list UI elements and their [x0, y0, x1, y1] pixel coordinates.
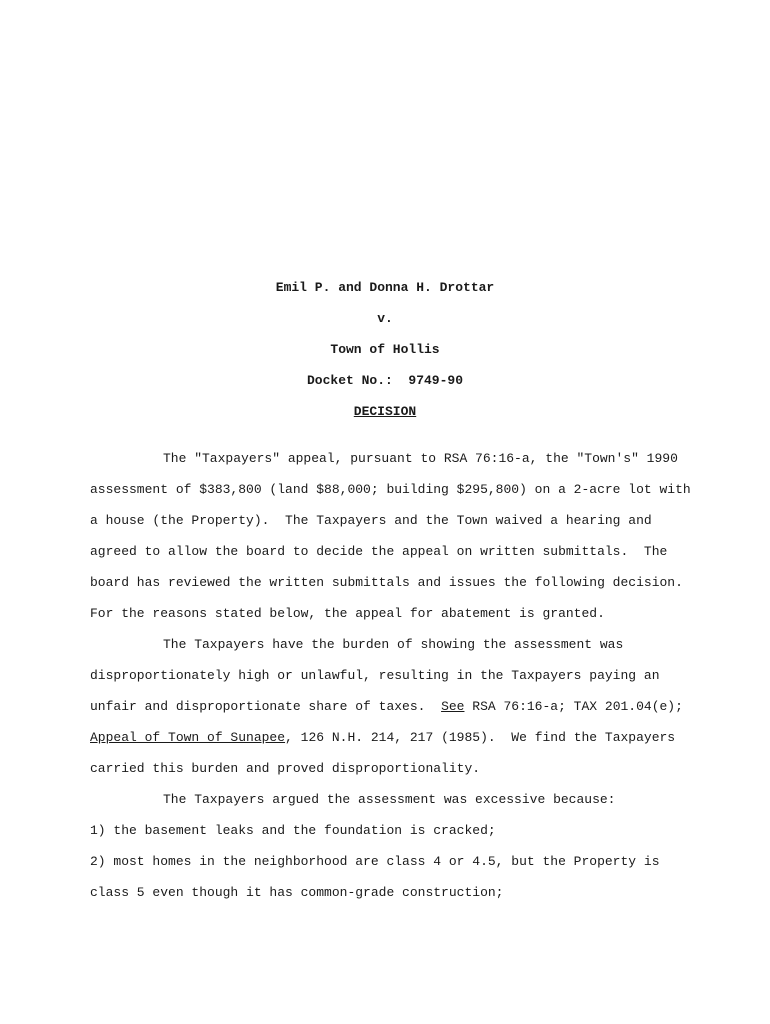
- paragraph-line: carried this burden and proved disproportionality.: [90, 761, 481, 776]
- list-item: 1) the basement leaks and the foundation is cracked;: [90, 823, 496, 838]
- list-item: 2) most homes in the neighborhood are class 4 or 4.5, but the Property is: [90, 854, 660, 869]
- case-versus: v.: [377, 311, 393, 326]
- paragraph-line: [90, 730, 675, 746]
- case-citation-name: Appeal of Town of Sunapee: [90, 730, 286, 745]
- decision-heading-text: DECISION: [353, 404, 417, 419]
- text-fragment: , 126 N.H. 214, 217 (1985). We find the Taxpayers: [285, 730, 676, 745]
- text-fragment: unfair and disproportionate share of taxes.: [90, 699, 442, 714]
- paragraph-line: agreed to allow the board to decide the appeal on written submittals. The: [90, 544, 668, 559]
- case-parties-taxpayers: Emil P. and Donna H. Drottar: [275, 280, 495, 295]
- paragraph-line: a house (the Property). The Taxpayers and the Town waived a hearing and: [90, 513, 652, 528]
- paragraph-line: assessment of $383,800 (land $88,000; building $295,800) on a 2-acre lot with: [90, 482, 691, 497]
- citation-signal-see: See: [441, 699, 465, 714]
- paragraph-line: The Taxpayers argued the assessment was excessive because:: [163, 792, 616, 807]
- docket-number: Docket No.: 9749-90: [306, 373, 464, 388]
- paragraph-line: The "Taxpayers" appeal, pursuant to RSA 76:16-a, the "Town's" 1990: [163, 451, 678, 466]
- paragraph-line: disproportionately high or unlawful, resulting in the Taxpayers paying an: [90, 668, 660, 683]
- list-item-continuation: class 5 even though it has common-grade construction;: [90, 885, 504, 900]
- paragraph-line: The Taxpayers have the burden of showing the assessment was: [163, 637, 624, 652]
- paragraph-line: For the reasons stated below, the appeal for abatement is granted.: [90, 606, 605, 621]
- paragraph-line: board has reviewed the written submittals and issues the following decision.: [90, 575, 683, 590]
- text-fragment: RSA 76:16-a; TAX 201.04(e);: [464, 699, 683, 714]
- case-parties-town: Town of Hollis: [330, 342, 440, 357]
- paragraph-line: [90, 699, 683, 715]
- decision-heading: [0, 404, 770, 420]
